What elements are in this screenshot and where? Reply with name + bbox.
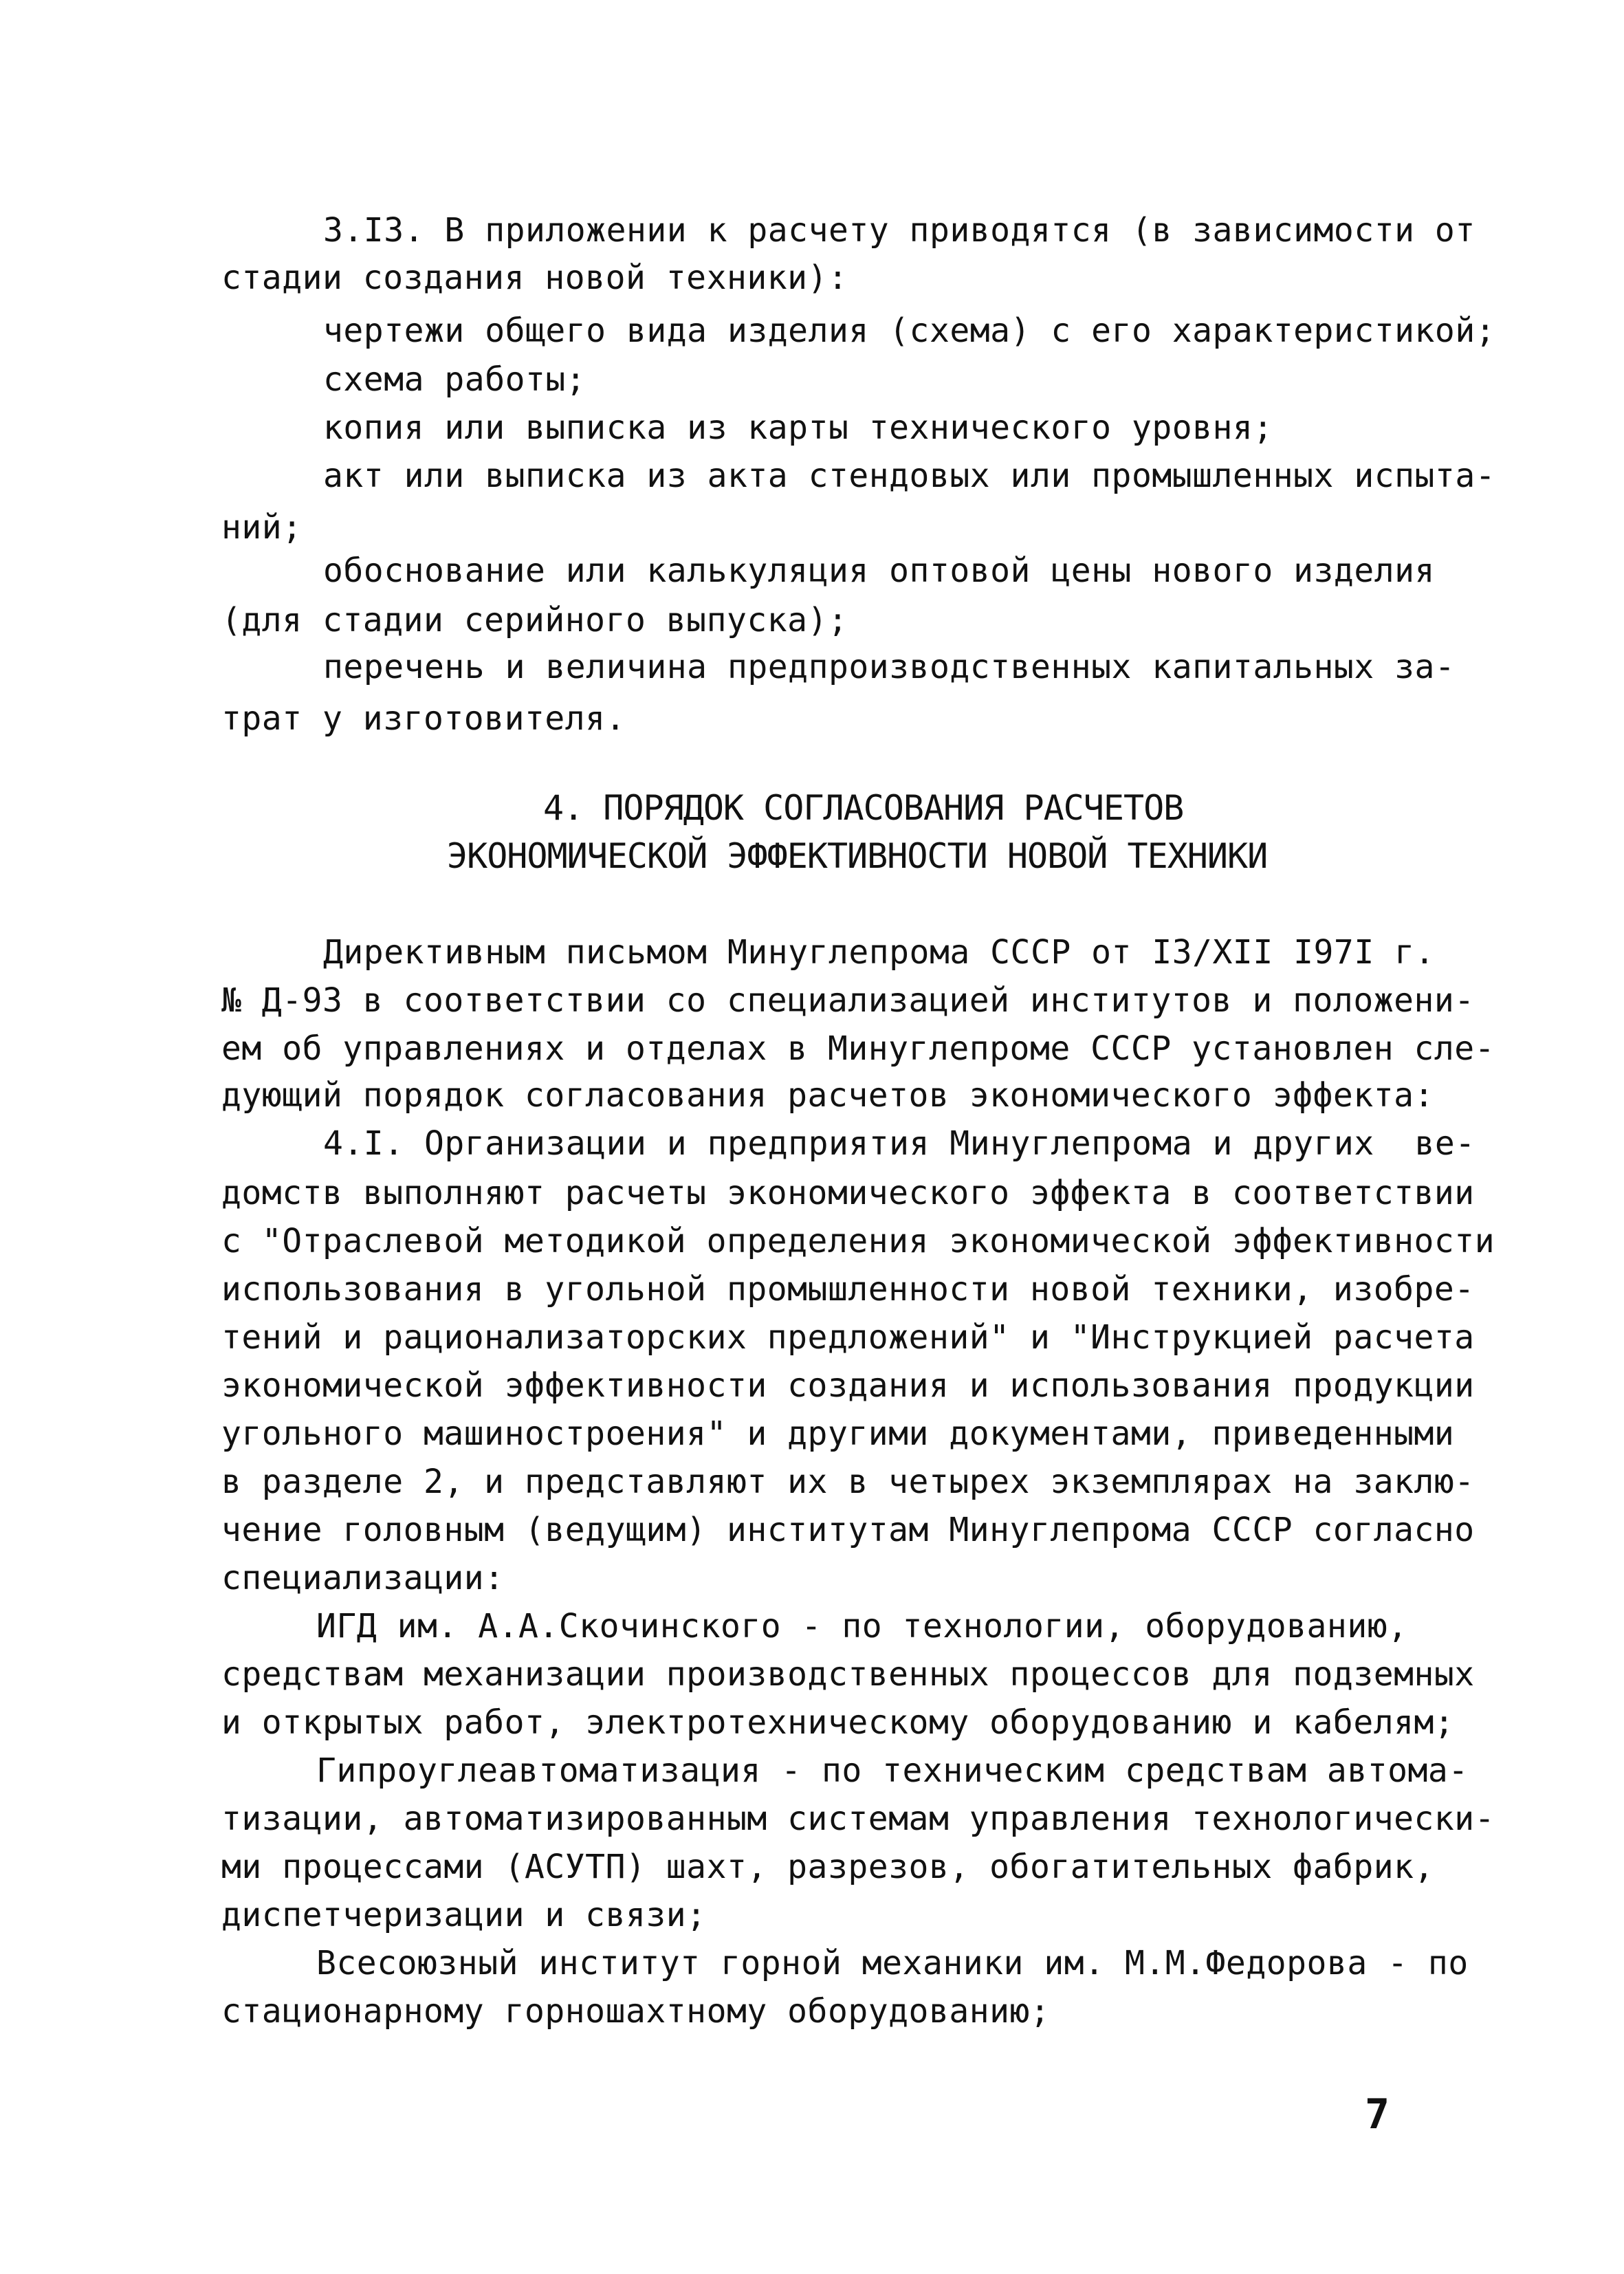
text-line: тений и рационализаторских предложений" и "Инструкцией расчета [221, 1318, 1475, 1357]
text-line: в разделе 2, и представляют их в четырех экземплярах на заклю- [221, 1463, 1475, 1501]
text-line: 4.I. Организации и предприятия Минуглепрома и других ве- [323, 1124, 1475, 1163]
page-number: 7 [1365, 2090, 1390, 2139]
text-line: и открытых работ, электротехническому оборудованию и кабелям; [221, 1703, 1455, 1742]
text-line: ний; [221, 508, 303, 547]
text-line: копия или выписка из карты технического уровня; [323, 408, 1273, 447]
text-line: домств выполняют расчеты экономического эффекта в соответствии [221, 1174, 1475, 1212]
text-line: ем об управлениях и отделах в Минуглепроме СССР установлен сле- [221, 1029, 1495, 1068]
text-line: угольного машиностроения" и другими документами, приведенными [221, 1414, 1455, 1453]
text-line: обоснование или калькуляция оптовой цены нового изделия [323, 551, 1435, 590]
text-line: дующий порядок согласования расчетов экономического эффекта: [221, 1076, 1434, 1115]
text-line: ми процессами (АСУТП) шахт, разрезов, обогатительных фабрик, [221, 1848, 1434, 1886]
text-line: экономической эффективности создания и использования продукции [221, 1366, 1475, 1405]
text-line: чертежи общего вида изделия (схема) с его характеристикой; [323, 311, 1496, 350]
section-heading: 4. ПОРЯДОК СОГЛАСОВАНИЯ РАСЧЕТОВ [543, 788, 1184, 828]
text-line: использования в угольной промышленности новой техники, изобре- [221, 1270, 1475, 1309]
text-line: чение головным (ведущим) институтам Минуглепрома СССР согласно [221, 1511, 1475, 1549]
text-line: перечень и величина предпроизводственных капитальных за- [323, 648, 1456, 686]
text-line: с "Отраслевой методикой определения экономической эффективности [221, 1222, 1495, 1260]
text-line: ИГД им. А.А.Скочинского - по технологии, оборудованию, [316, 1607, 1408, 1646]
text-line: Директивным письмом Минуглепрома СССР от I3/XII I97I г. [323, 933, 1435, 972]
text-line: № Д-93 в соответствии со специализацией институтов и положени- [221, 981, 1475, 1020]
section-heading: ЭКОНОМИЧЕСКОЙ ЭФФЕКТИВНОСТИ НОВОЙ ТЕХНИКИ [447, 836, 1268, 876]
text-line: акт или выписка из акта стендовых или промышленных испыта- [323, 457, 1496, 495]
text-line: 3.I3. В приложении к расчету приводятся (в зависимости от [323, 211, 1475, 250]
text-line: трат у изготовителя. [221, 699, 626, 738]
text-line: Гипроуглеавтоматизация - по техническим средствам автома- [316, 1751, 1469, 1790]
text-line: Всесоюзный институт горной механики им. М.М.Федорова - по [316, 1944, 1469, 1982]
text-line: стационарному горношахтному оборудованию; [221, 1992, 1051, 2031]
text-line: специализации: [221, 1559, 505, 1597]
text-line: (для стадии серийного выпуска); [221, 601, 848, 639]
text-line: стадии создания новой техники): [221, 259, 848, 297]
text-line: схема работы; [323, 360, 586, 399]
text-line: тизации, автоматизированным системам управления технологически- [221, 1800, 1495, 1838]
text-line: средствам механизации производственных процессов для подземных [221, 1655, 1475, 1694]
text-line: диспетчеризации и связи; [221, 1896, 707, 1934]
